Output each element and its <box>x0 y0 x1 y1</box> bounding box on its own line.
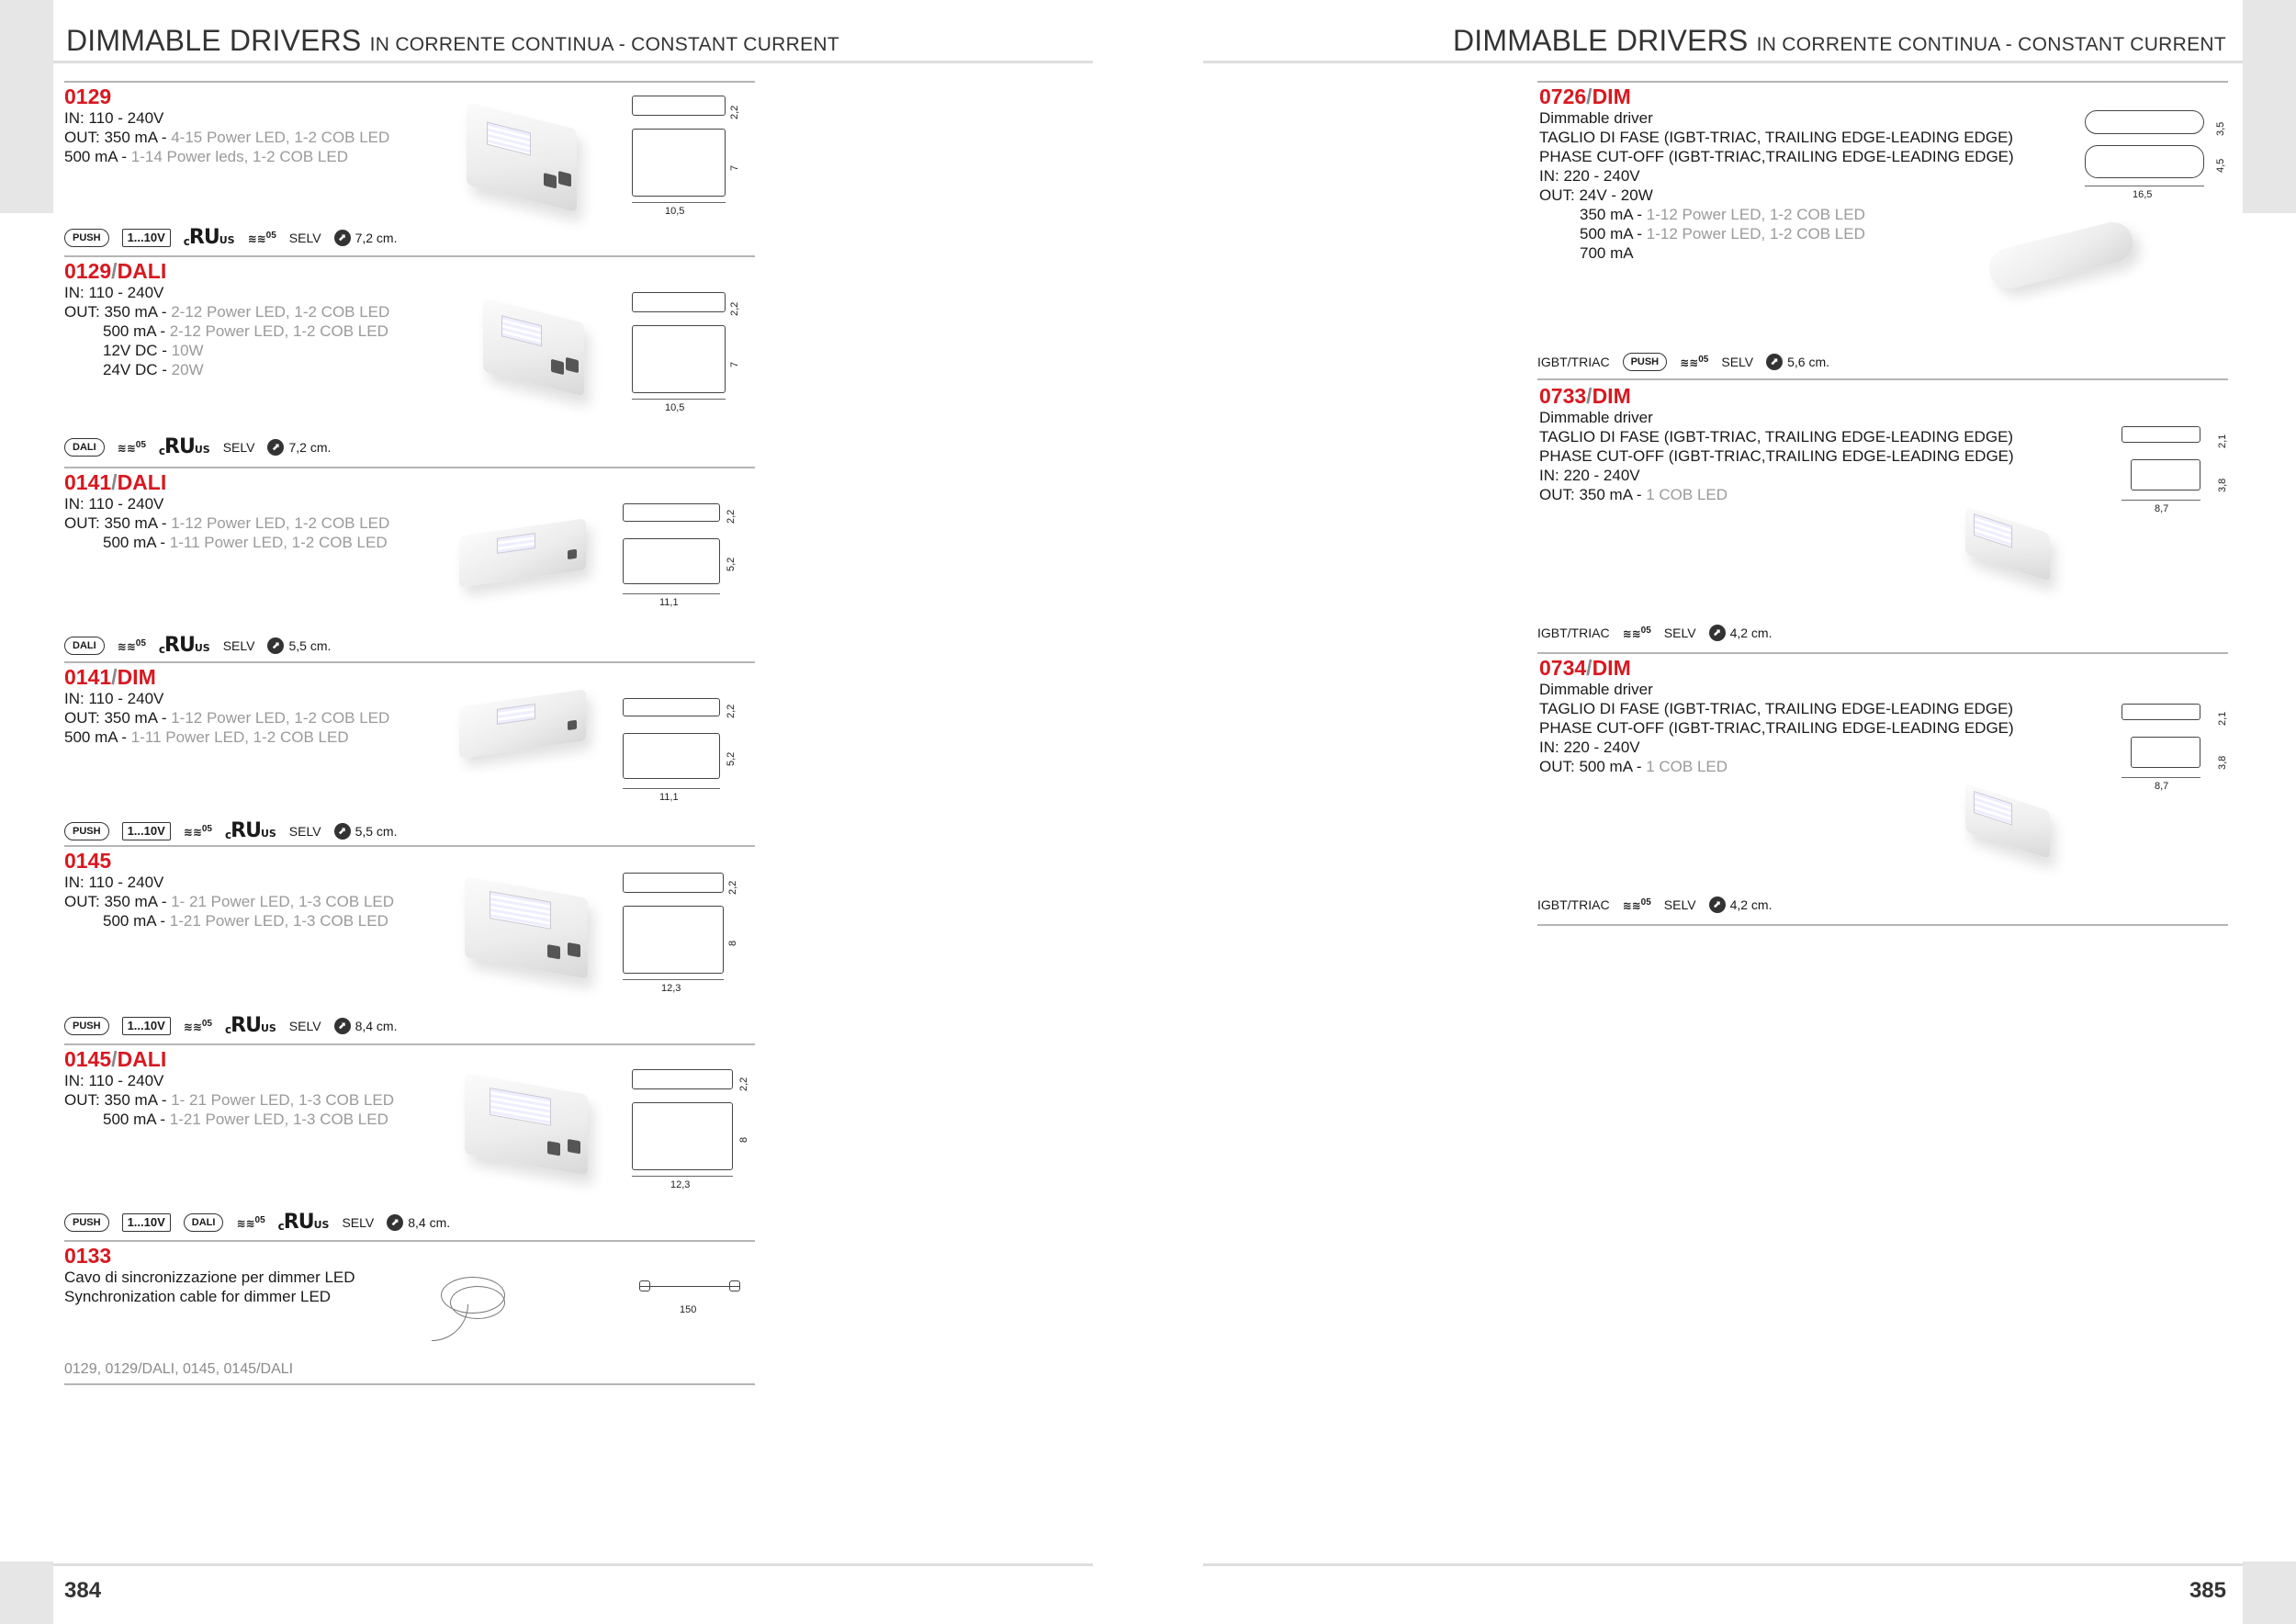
divider <box>64 1240 755 1242</box>
spec-out: OUT: 350 mA - 1-12 Power LED, 1-2 COB LED <box>64 514 390 532</box>
product-0734-dim <box>1539 656 2014 776</box>
ul-certification-icon: cRUUS <box>183 226 235 249</box>
product-code: 0145/DALI <box>64 1047 167 1071</box>
compatibility-note: 0129, 0129/DALI, 0145, 0145/DALI <box>64 1361 294 1377</box>
spec-line: IN: 110 - 240V <box>64 109 164 127</box>
spec-out: OUT: 350 mA - 1- 21 Power LED, 1-3 COB LED <box>64 893 395 910</box>
distance-icon: ⬈ 7,2 cm. <box>334 230 398 246</box>
igbt-triac-label: IGBT/TRIAC <box>1537 897 1610 912</box>
left-page-header <box>66 24 839 58</box>
spec-out: OUT: 350 mA - 4-15 Power LED, 1-2 COB LED <box>64 129 390 146</box>
divider <box>1537 378 2228 380</box>
product-0733-dim <box>1539 384 2014 504</box>
technical-drawing: 2,2 8 12,3 <box>623 873 742 1001</box>
spec-line: Synchronization cable for dimmer LED <box>64 1288 332 1305</box>
emc-icon: ≋≋$^{05}$ <box>183 1018 212 1033</box>
selv-label: SELV <box>1663 626 1696 640</box>
right-footer-rule <box>1203 1563 2243 1566</box>
left-footer-rule <box>53 1563 1093 1566</box>
emc-icon: ≋≋$^{05}$ <box>1680 355 1709 369</box>
push-icon: PUSH <box>64 822 109 840</box>
product-code: 0145 <box>64 849 112 873</box>
spec-line: Dimmable driver <box>1539 109 1653 127</box>
spec-line: PHASE CUT-OFF (IGBT-TRIAC,TRAILING EDGE-LEADING EDGE) <box>1539 148 2014 165</box>
spec-line: PHASE CUT-OFF (IGBT-TRIAC,TRAILING EDGE-LEADING EDGE) <box>1539 719 2014 737</box>
product-0129 <box>64 85 389 166</box>
selv-label: SELV <box>342 1214 375 1230</box>
product-code: 0133 <box>64 1244 112 1268</box>
spec-out: OUT: 500 mA - 1 COB LED <box>1539 758 1728 775</box>
product-photo <box>459 689 586 758</box>
push-icon: PUSH <box>64 229 109 247</box>
distance-icon: ⬈ 5,5 cm. <box>334 823 398 840</box>
header-main: DIMMABLE DRIVERS <box>66 24 362 57</box>
divider <box>1537 81 2228 83</box>
distance-icon: ⬈ 5,5 cm. <box>267 637 331 654</box>
divider <box>64 255 755 257</box>
spec-out: 24V DC - 20W <box>103 361 204 378</box>
1-10v-icon: 1...10V <box>122 229 171 247</box>
selv-label: SELV <box>222 439 255 455</box>
spec-out: 500 mA - 1-12 Power LED, 1-2 COB LED <box>1580 225 1865 242</box>
spec-out: 500 mA - 1-11 Power LED, 1-2 COB LED <box>103 534 388 551</box>
divider <box>64 1043 755 1045</box>
spec-line: TAGLIO DI FASE (IGBT-TRIAC, TRAILING EDGE-LEADING EDGE) <box>1539 700 2014 717</box>
spec-line: PHASE CUT-OFF (IGBT-TRIAC,TRAILING EDGE-LEADING EDGE) <box>1539 447 2014 465</box>
selv-label: SELV <box>222 637 255 653</box>
product-photo <box>459 518 586 587</box>
right-footer-band <box>2243 1562 2296 1624</box>
spec-line: IN: 220 - 240V <box>1539 739 1640 756</box>
distance-icon: ⬈ 8,4 cm. <box>334 1018 398 1034</box>
spec-out: OUT: 350 mA - 1- 21 Power LED, 1-3 COB LED <box>64 1091 395 1109</box>
ul-certification-icon: cRUUS <box>277 1211 330 1234</box>
spec-out: 500 mA - 1-11 Power LED, 1-2 COB LED <box>64 728 349 746</box>
spec-line: IN: 110 - 240V <box>64 690 164 707</box>
distance-icon: ⬈ 7,2 cm. <box>267 439 331 456</box>
product-0726-dim <box>1539 85 2014 263</box>
spec-out: 500 mA - 2-12 Power LED, 1-2 COB LED <box>103 322 388 340</box>
product-photo <box>1965 506 2050 581</box>
ul-certification-icon: cRUUS <box>158 435 210 458</box>
divider <box>64 467 755 468</box>
divider <box>64 1383 755 1385</box>
spec-line: IN: 110 - 240V <box>64 284 164 301</box>
product-photo <box>467 102 577 212</box>
selv-label: SELV <box>288 1018 321 1033</box>
spec-out: OUT: 350 mA - 1 COB LED <box>1539 486 1728 503</box>
1-10v-icon: 1...10V <box>122 1213 171 1232</box>
product-0141-dim <box>64 665 389 747</box>
distance-icon: ⬈ 5,6 cm. <box>1766 354 1829 370</box>
product-icons <box>64 1211 450 1234</box>
product-icons <box>1537 897 1772 913</box>
product-icons <box>64 819 397 842</box>
spec-out: OUT: 350 mA - 1-12 Power LED, 1-2 COB LED <box>64 709 390 727</box>
push-icon: PUSH <box>1623 353 1668 371</box>
product-0133 <box>64 1244 355 1306</box>
header-sub: IN CORRENTE CONTINUA - CONSTANT CURRENT <box>369 34 840 55</box>
product-icons <box>64 634 331 657</box>
product-code: 0141/DALI <box>64 470 167 494</box>
product-code: 0141/DIM <box>64 665 156 689</box>
right-page-tab <box>2243 0 2296 213</box>
emc-icon: ≋≋$^{05}$ <box>247 230 276 245</box>
product-icons <box>64 1014 397 1037</box>
left-page-tab <box>0 0 53 213</box>
spec-out: 12V DC - 10W <box>103 342 204 359</box>
divider <box>64 845 755 847</box>
dali-icon: DALI <box>64 438 105 457</box>
selv-label: SELV <box>1663 897 1696 912</box>
technical-drawing: 2,1 3,8 8,7 <box>2122 426 2241 527</box>
divider <box>64 81 755 83</box>
product-code: 0733/DIM <box>1539 384 1631 408</box>
spec-line: Dimmable driver <box>1539 681 1653 698</box>
product-code: 0129/DALI <box>64 259 167 283</box>
product-0129-dali <box>64 259 389 379</box>
spec-line: TAGLIO DI FASE (IGBT-TRIAC, TRAILING EDGE-LEADING EDGE) <box>1539 129 2014 146</box>
spec-out: 350 mA - 1-12 Power LED, 1-2 COB LED <box>1580 206 1865 223</box>
technical-drawing: 150 <box>639 1277 749 1314</box>
right-page-header <box>1453 24 2226 58</box>
technical-drawing: 2,2 7 10,5 <box>632 96 742 224</box>
product-photo <box>483 298 584 396</box>
product-icons <box>1537 353 1829 371</box>
header-sub: IN CORRENTE CONTINUA - CONSTANT CURRENT <box>1756 34 2226 55</box>
cable-photo <box>432 1268 523 1350</box>
1-10v-icon: 1...10V <box>122 822 171 840</box>
divider <box>64 661 755 663</box>
technical-drawing: 2,2 5,2 11,1 <box>623 503 742 614</box>
divider <box>1537 924 2228 926</box>
push-icon: PUSH <box>64 1213 109 1232</box>
igbt-triac-label: IGBT/TRIAC <box>1537 626 1610 640</box>
product-0141-dali <box>64 470 389 552</box>
selv-label: SELV <box>288 823 321 839</box>
dali-icon: DALI <box>184 1213 224 1232</box>
spec-line: Dimmable driver <box>1539 409 1653 426</box>
product-0145 <box>64 849 394 930</box>
technical-drawing: 2,1 3,8 8,7 <box>2122 704 2241 805</box>
divider <box>1537 652 2228 654</box>
product-icons <box>64 435 331 458</box>
spec-line: OUT: 24V - 20W <box>1539 186 1653 204</box>
spec-out: 500 mA - 1-21 Power LED, 1-3 COB LED <box>103 912 388 930</box>
igbt-triac-label: IGBT/TRIAC <box>1537 355 1610 369</box>
product-photo <box>1965 784 2050 859</box>
ul-certification-icon: cRUUS <box>225 1014 276 1037</box>
emc-icon: ≋≋$^{05}$ <box>117 637 146 653</box>
product-code: 0734/DIM <box>1539 656 1631 680</box>
spec-line: IN: 110 - 240V <box>64 495 164 513</box>
distance-icon: ⬈ 4,2 cm. <box>1709 897 1773 913</box>
right-header-rule <box>1203 61 2243 63</box>
technical-drawing: 2,2 8 12,3 <box>632 1069 751 1198</box>
spec-line: Cavo di sincronizzazione per dimmer LED <box>64 1269 355 1286</box>
spec-line: TAGLIO DI FASE (IGBT-TRIAC, TRAILING EDGE-LEADING EDGE) <box>1539 428 2014 445</box>
emc-icon: ≋≋$^{05}$ <box>236 1214 265 1230</box>
push-icon: PUSH <box>64 1017 109 1035</box>
spec-out: 500 mA - 1-21 Power LED, 1-3 COB LED <box>103 1111 388 1128</box>
emc-icon: ≋≋$^{05}$ <box>117 439 146 455</box>
left-footer-band <box>0 1562 53 1624</box>
selv-label: SELV <box>288 230 321 245</box>
product-0145-dali <box>64 1047 394 1129</box>
emc-icon: ≋≋$^{05}$ <box>183 823 212 839</box>
left-header-rule <box>53 61 1093 63</box>
emc-icon: ≋≋$^{05}$ <box>1622 626 1651 640</box>
product-icons <box>1537 625 1772 641</box>
spec-line: IN: 220 - 240V <box>1539 467 1640 484</box>
1-10v-icon: 1...10V <box>122 1017 171 1035</box>
technical-drawing: 3,5 4,5 16,5 <box>2085 103 2241 204</box>
spec-out: OUT: 350 mA - 2-12 Power LED, 1-2 COB LED <box>64 303 390 321</box>
product-photo <box>465 876 588 979</box>
product-code: 0726/DIM <box>1539 85 1631 108</box>
distance-icon: ⬈ 4,2 cm. <box>1709 625 1773 641</box>
dali-icon: DALI <box>64 637 105 655</box>
emc-icon: ≋≋$^{05}$ <box>1622 897 1651 912</box>
header-main: DIMMABLE DRIVERS <box>1452 24 1749 57</box>
spec-line: IN: 220 - 240V <box>1539 167 1640 185</box>
ul-certification-icon: cRUUS <box>225 819 276 842</box>
page-number: 384 <box>64 1578 102 1603</box>
product-photo <box>465 1073 588 1176</box>
ul-certification-icon: cRUUS <box>158 634 210 657</box>
selv-label: SELV <box>1721 355 1754 369</box>
spec-line: IN: 110 - 240V <box>64 874 164 891</box>
product-code: 0129 <box>64 85 112 108</box>
technical-drawing: 2,2 7 10,5 <box>632 292 742 421</box>
spec-line: IN: 110 - 240V <box>64 1072 164 1089</box>
spec-out: 500 mA - 1-14 Power leds, 1-2 COB LED <box>64 148 348 165</box>
spec-out: 700 mA <box>1580 244 1634 262</box>
page-number: 385 <box>2189 1578 2226 1603</box>
product-icons <box>64 226 397 249</box>
technical-drawing: 2,2 5,2 11,1 <box>623 698 742 808</box>
distance-icon: ⬈ 8,4 cm. <box>387 1214 450 1231</box>
